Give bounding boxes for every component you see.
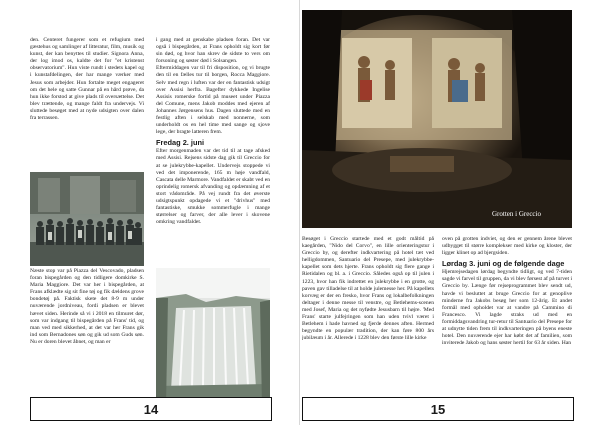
- page-number: 15: [430, 401, 446, 417]
- grotto-photo-image: [302, 10, 572, 228]
- group-photo: [30, 172, 144, 266]
- section-heading: Fredag 2. juni: [156, 138, 205, 148]
- page-number-box: [30, 397, 272, 421]
- right-column-2: [442, 236, 572, 406]
- paragraph: Besøget i Greccio startede med et godt måltid på kaegården, "Nido del Corvo", en lille orienteringstur i Greccio by, og derefter indkvartering på hotel tæt ved helligdommen, Santuario del Presepe, med julekrybbe-kapellet som dets hjerte. Frans opholdt sig flere gange i Rietidalen og bl. a. i Greccio. Således også op til julen i 1223, hvor han fik indrettet en julekrybbe i en grotte, og paven gav tilladelse til at holde julemesse her. På kapellets korvæg er der en fresko, hvor Frans og lokalbefolkningen deltager i denne messe til venstre, og Betlehems-scenen med Josef, Maria og det nyfødte Jesusbarn til højre. 'Med Frans' starte julfejringen som han uden tvivl været i Betlehem i hade havned og fjerde dennes aften. Hermed begyndte en populær tradition, der kan føre 800 års jubilæum i år. Allerede i 1228 blev den første lille kirke: [302, 236, 434, 342]
- photo-caption: Grotten i Greccio: [492, 210, 541, 218]
- paragraph: Næste stop var på Piazza del Vescovado, pladsen foran bispegården og den tidligere domkirke S. Maria Maggiore. Det var her i bispegården, at Frans afklædte sig sit fine tøj og fik dældens grove bondetøj på. Faktisk skete det 8-9 m under nuværende jordniveau, fordi pladsen er blevet hævet siden. Herinde så vi i 2018 en tilmuret dør, som var indgang til bispegården på Frans' tid, og man ved med sikkerhed, at det var her Frans gik ind som Bernadones søn og gik ud som Guds søn. Nu er doren blevet åbnet, og man er: [30, 268, 144, 345]
- waterfall-photo-image: [156, 268, 270, 406]
- paragraph: Eftermiddagen var til fri disposition, og vi brugte den til en fælles tur til borgen, Rocca Maggiore. Selv med regn i luften var der en fantastisk udsigt over Assisi herfra. Bagefter dykkede Ingelise Assisis romerske fortid på museet under Piazza del Comune, mens Jakob moddes med ejeren af Johannes Jørgensens hus. Dagen sluttede med en festlig aften i selskab med nonnerne, som underholdt os en hel time med sange og sjove lege, der bragte latteren frem.: [156, 65, 270, 136]
- paragraph: i gang med at genskabe pladsen foran. Det var også i bispegården, at Frans opholdt sig kort før sin død, og hvor han skrev de sidste to vers om forsoning og søster død i Solsangen.: [156, 37, 270, 65]
- section-heading: Lørdag 3. juni og de følgende dage: [442, 259, 565, 269]
- right-column-1: [302, 236, 434, 406]
- left-column-1-top: [30, 37, 144, 171]
- paragraph: Hjemrejsedagen lørdag begyndte tidligt, og ved 7-tiden sagde vi farvel til gruppen, da vi blev førsest af på turvet i Greccio by. Længe før rejseprogrammet blev sendt ud, havde vi besluttet at bruge Greccio for at genoplive minderne fra Jakobs besøg her som 12-årig. Et andet formål med opholdet var at vandre på Cammino di Francesco. Vi lagde straks ud med en formiddagsvandring tur-retur til Santuario del Presepe for at udnytte tiden frem til indkvarteringen på byens eneste hotel. Den nuværende ejer har købt det af familien, som inviterede Jakob og hans søster hertil for 63 år siden. Han: [442, 269, 572, 347]
- paragraph: den. Centeret fungerer som et refugium med gæstehus og samlinger af litteratur, film, musik og kunst, der kan benyttes til studier. Signora Anna, der log imod os, kaldte det for "et kristenst observatorium". Hun viste rundt i stedets kapel og i kunstafdelingen, der har mange værker med Jesus som arbejder. Hun fortalte meget engageret om det hele og satte Gunnar på en hård prøve, da hun ikke forstod at give plads til oversættelse. Det blev trættende, og mange faldt fra undervejs. Vi sluttede besøget med at nyde udsigten over dalen fra terrassen.: [30, 37, 144, 122]
- left-column-2: [156, 37, 270, 265]
- grotto-photo: [302, 10, 572, 228]
- page-right: [300, 0, 600, 425]
- group-photo-image: [30, 172, 144, 266]
- page-number: 14: [143, 401, 159, 417]
- page-number-box: [302, 397, 574, 421]
- paragraph: oven på grotten indviet, og den er gennem årene blevet udbygget til større komplekser med kirke og kloster, der ligger klinet op ad bjergsiden.: [442, 236, 572, 257]
- left-column-1-bottom: [30, 268, 144, 404]
- waterfall-photo: [156, 268, 270, 406]
- paragraph: Efter morgenmaden var det tid til at tage afsked med Assisi. Rejsens sidste dag gik til Greccio for at se julekrybbe-kapellet. Undervejs stoppede vi ved det imponerende, 165 m høje vandfald, Cascata delle Marmore. Vandfaldet er skabt ved en oprindelig romersk afvanding og opdæmning af et stort vådområde. På vej rundt fra det øverste udsigtspunkt opdagede vi et "drivhus" med fantastiske, smukke sommerfugle i mange størrelser og farver, der alle lever i skovene omkring vandfaldet.: [156, 148, 270, 226]
